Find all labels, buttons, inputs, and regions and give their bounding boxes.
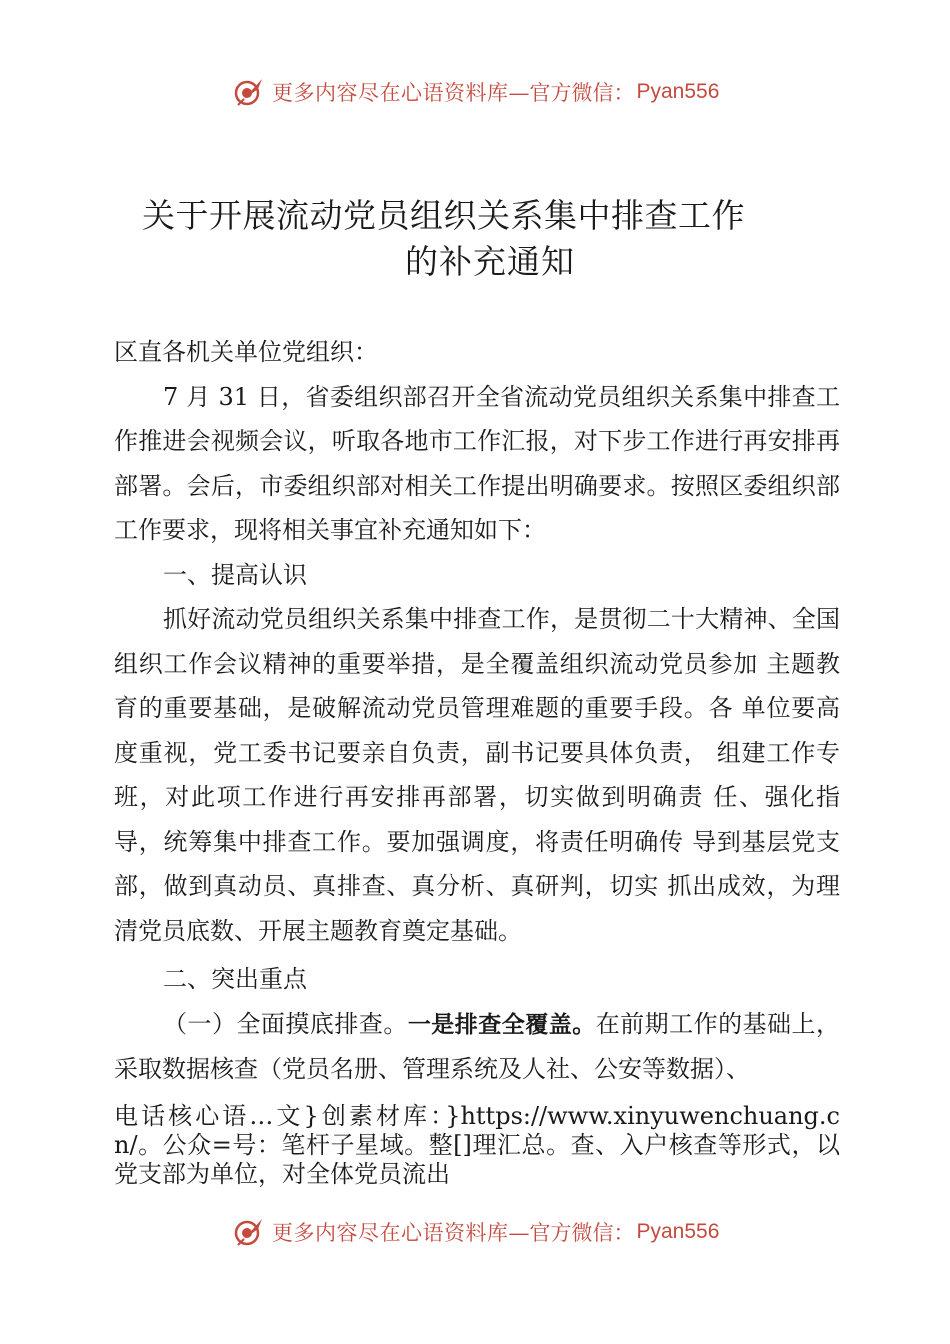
- document-body: [114, 330, 840, 1189]
- document-title-line1: 关于开展流动党员组织关系集中排查工作: [142, 196, 745, 235]
- watermark-text-sep: —官方微信：: [508, 1221, 635, 1245]
- subsection1-paragraph: [114, 1002, 840, 1092]
- subsection1-bold-lead: 一是排查全覆盖。: [407, 1011, 596, 1038]
- quill-logo-icon: [232, 75, 266, 109]
- watermark-wechat-id: Pyan556: [636, 80, 720, 103]
- quill-logo-icon: [232, 1215, 266, 1249]
- section1-heading: 一、提高认识: [163, 560, 307, 589]
- watermark-banner-top: [232, 72, 719, 112]
- section1-paragraph: 抓好流动党员组织关系集中排查工作，是贯彻二十大精神、全国组织工作会议精神的重要举措，是全覆盖组织流动党员参加 主题教育的重要基础，是破解流动党员管理难题的重要手段。各 单位要高度重视，党工委书记要亲自负责，副书记要具体负责， 组建工作专班，对此项工作进行再安排再部署，切实做到明确责 任、强化指导，统筹集中排查工作。要加强调度，将责任明确传 导到基层党支部，做到真动员、真排查、真分析、真研判，切实 抓出成效，为理清党员底数、开展主题教育奠定基础。: [114, 605, 840, 945]
- intro-paragraph: 7 月 31 日，省委组织部召开全省流动党员组织关系集中排查工作推进会视频会议，听取各地市工作汇报，对下步工作进行再安排再部署。会后，市委组织部对相关工作提出明确要求。按照区委组织部工作要求，现将相关事宜补充通知如下：: [114, 382, 840, 544]
- document-title-line2: 的补充通知: [405, 242, 575, 281]
- tail-paragraph: 电话核心语…文}创素材库：}https://www.xinyuwenchuang.cn/。公众=号：笔杆子星域。整[]理汇总。查、入户核查等形式，以党支部为单位，对全体党员流出: [114, 1101, 840, 1188]
- watermark-banner-bottom: [232, 1212, 719, 1252]
- subsection1-prefix: （一）全面摸底排查。: [163, 1009, 408, 1038]
- watermark-text-sep: —官方微信：: [508, 81, 635, 105]
- watermark-text-main: 更多内容尽在心语资料库: [272, 1221, 509, 1245]
- section2-heading: 二、突出重点: [163, 965, 307, 993]
- watermark-text-main: 更多内容尽在心语资料库: [272, 81, 509, 105]
- subsection1-text: 在前期工作的基础上，采取数据核查（党员名册、管理系统及人社、公安等数据）、: [114, 1009, 841, 1083]
- watermark-wechat-id: Pyan556: [636, 1220, 720, 1243]
- salutation: 区直各机关单位党组织：: [114, 338, 378, 366]
